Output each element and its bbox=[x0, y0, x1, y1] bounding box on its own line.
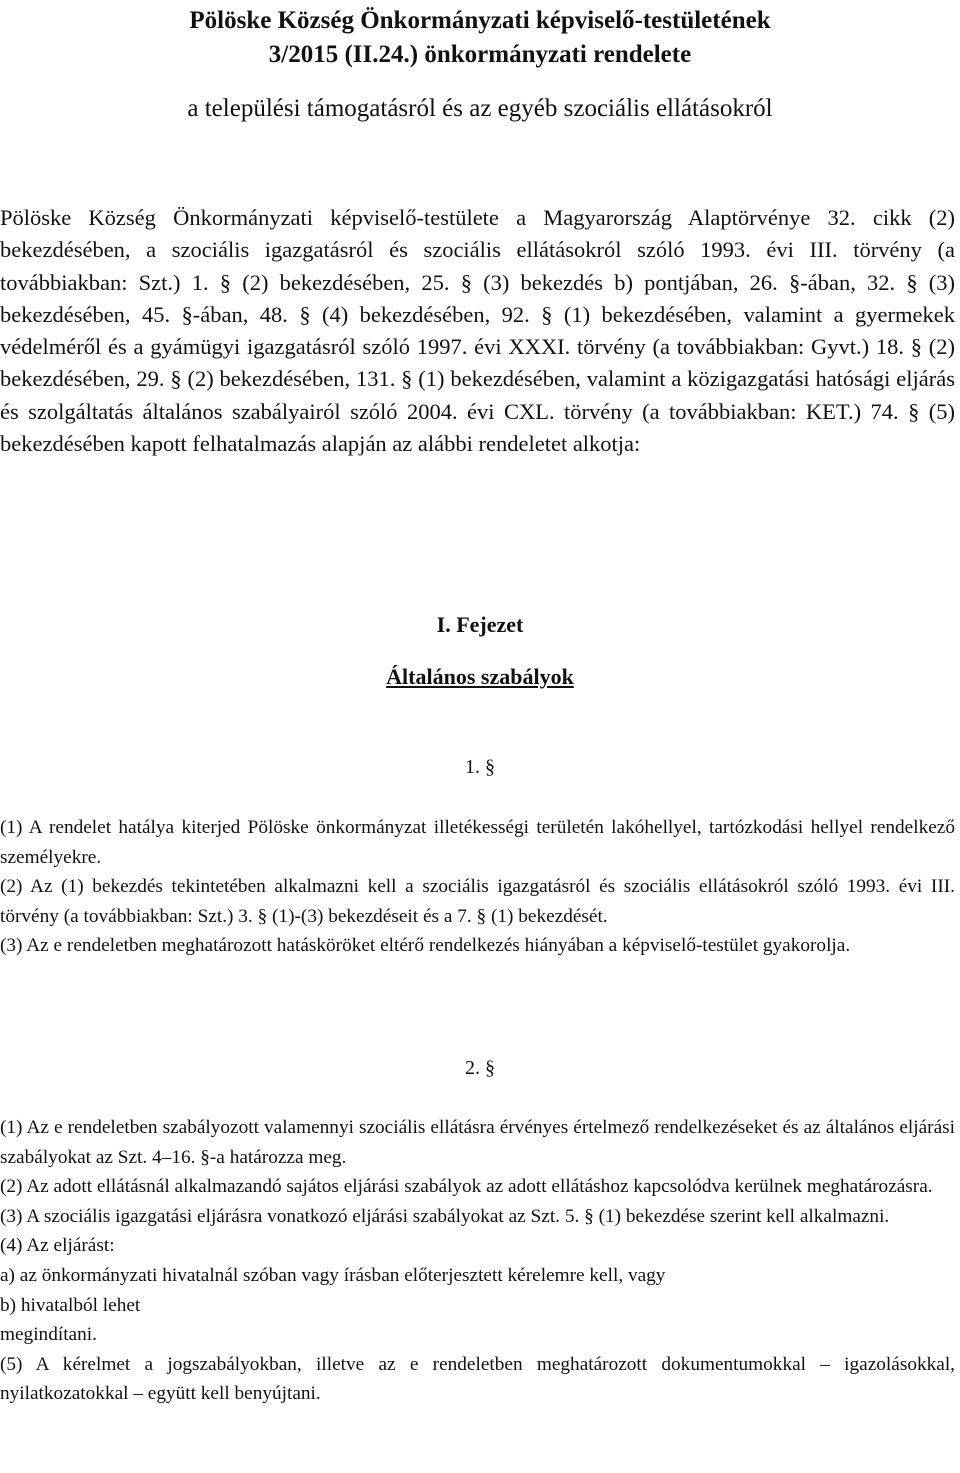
paragraph: (4) Az eljárást: bbox=[0, 1235, 115, 1257]
paragraph: (3) Az e rendeletben meghatározott hatásköröket eltérő rendelkezés hiányában a képviselő-testület gyakorolja. bbox=[0, 935, 851, 957]
decree-subtitle: a települési támogatásról és az egyéb szociális ellátásokról bbox=[187, 95, 773, 122]
title-line-2: 3/2015 (II.24.) önkormányzati rendelete bbox=[268, 41, 692, 68]
preamble-paragraph: Pölöske Község Önkormányzati képviselő-testülete a Magyarország Alaptörvénye 32. cikk (2) bekezdésében, a szociális igazgatásról és szociális ellátásokról szóló 1993. évi III. törvény (a továbbiakban: Szt.) 1. § (2) bekezdésében, 25. § (3) bekezdés b) pontjában, 26. §-ában, 32. § (3) bekezdésében, 45. §-ában, 48. § (4) bekezdésében, 92. § (1) bekezdésében, valamint a gyermekek védelméről és a gyámügyi igazgatásról szóló 1997. évi XXXI. törvény (a továbbiakban: Gyvt.) 18. § (2) bekezdésében, 29. § (2) bekezdésében, 131. § (1) bekezdésében, valamint a közigazgatási hatósági eljárás és szolgáltatás általános szabályairól szóló 2004. évi CXL. törvény (a továbbiakban: KET.) 74. § (5) bekezdésében kapott felhatalmazás alapján az alábbi rendeletet alkotja: bbox=[0, 205, 955, 457]
list-item: b) hivatalból lehet bbox=[0, 1294, 141, 1316]
section-2-body bbox=[0, 1113, 955, 1409]
paragraph: (1) Az e rendeletben szabályozott valamennyi szociális ellátásra érvényes értelmező rendelkezéseket és az általános eljárási szabályokat az Szt. 4–16. §-a határozza meg. bbox=[0, 1117, 955, 1168]
paragraph: (1) A rendelet hatálya kiterjed Pölöske önkormányzat illetékességi területén lakóhellyel, tartózkodási hellyel rendelkező személyekre. bbox=[0, 817, 955, 868]
paragraph: (2) Az adott ellátásnál alkalmazandó sajátos eljárási szabályok az adott ellátáshoz kapcsolódva kerülnek meghatározásra. bbox=[0, 1176, 933, 1198]
paragraph: (2) Az (1) bekezdés tekintetében alkalmazni kell a szociális igazgatásról és szociális ellátásokról szóló 1993. évi III. törvény (a továbbiakban: Szt.) 3. § (1)-(3) bekezdéseit és a 7. § (1) bekezdését. bbox=[0, 876, 955, 927]
section-1-heading: 1. § bbox=[465, 756, 495, 778]
paragraph: (5) A kérelmet a jogszabályokban, illetve az e rendeletben meghatározott dokumentumokkal – igazolásokkal, nyilatkozatokkal – együtt kell benyújtani. bbox=[0, 1353, 955, 1405]
paragraph: megindítani. bbox=[0, 1324, 97, 1346]
decree-title bbox=[0, 0, 960, 72]
paragraph: (3) A szociális igazgatási eljárásra vonatkozó eljárási szabályokat az Szt. 5. § (1) bekezdése szerint kell alkalmazni. bbox=[0, 1205, 890, 1227]
list-item: a) az önkormányzati hivatalnál szóban vagy írásban előterjesztett kérelemre kell, vagy bbox=[0, 1264, 666, 1286]
section-2-heading: 2. § bbox=[465, 1057, 495, 1079]
title-line-1: Pölöske Község Önkormányzati képviselő-testületének bbox=[189, 7, 771, 34]
chapter-number: I. Fejezet bbox=[436, 612, 524, 637]
chapter-title: Általános szabályok bbox=[386, 664, 574, 689]
section-1-body bbox=[0, 813, 955, 961]
